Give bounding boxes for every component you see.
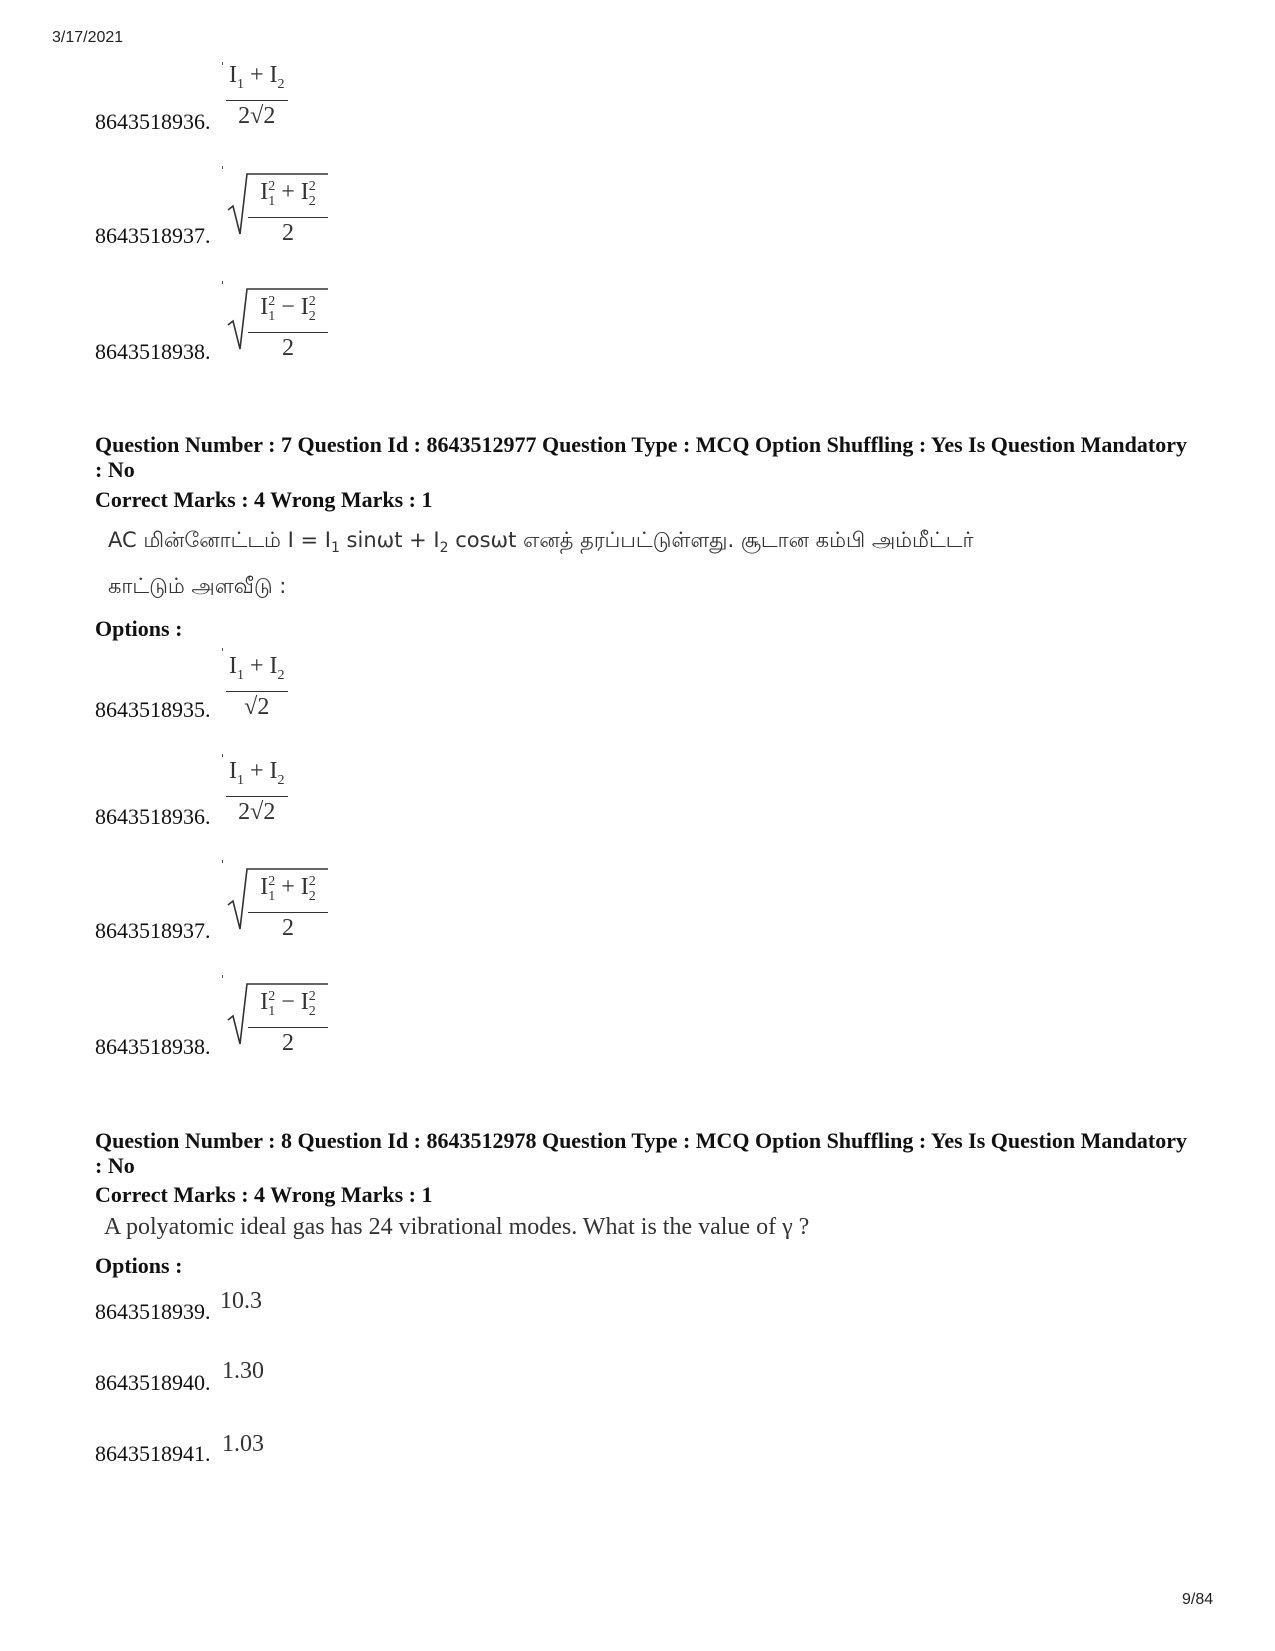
option-value: 1.30: [222, 1358, 264, 1384]
formula-mark: [222, 166, 223, 169]
question-text-line2: காட்டும் அளவீடு :: [108, 574, 287, 598]
option-id: 8643518935.: [95, 697, 211, 722]
formula-mark: [222, 975, 223, 978]
question-text: A polyatomic ideal gas has 24 vibrational modes. What is the value of γ ?: [104, 1214, 810, 1240]
formula-mark: [222, 754, 223, 757]
formula-sum-over-root2: $\frac{I_1 + I_2}{√2}$: [226, 651, 288, 722]
option-id: 8643518936.: [95, 109, 211, 134]
page-number: 9/84: [1182, 1591, 1214, 1608]
formula-mark: [222, 62, 223, 65]
option-value: 10.3: [220, 1288, 262, 1314]
marks-line: Correct Marks : 4 Wrong Marks : 1: [95, 1182, 433, 1207]
option-id: 8643518941.: [95, 1441, 211, 1466]
option-id: 8643518938.: [95, 339, 211, 364]
formula-mark: [222, 281, 223, 284]
options-label: Options :: [95, 1253, 183, 1278]
options-label: Options :: [95, 616, 183, 641]
formula-sum-over-2root2: $\frac{I_1 + I_2}{2√2}$: [226, 756, 288, 827]
formula-mark: [222, 860, 223, 863]
print-date: 3/17/2021: [52, 29, 124, 46]
option-id: 8643518940.: [95, 1370, 211, 1395]
option-value: 1.03: [222, 1431, 264, 1457]
formula-sum-over-2root2: $\frac{I_1 + I_2}{2√2}$: [226, 60, 288, 131]
question-text-line1: AC மின்னோட்டம் $I = I_1$ $\sin\omega t + I_2$ cosωt எனத் தரப்பட்டுள்ளது. சூடான கம்பி அம்மீட்டர்: [108, 528, 974, 557]
option-id: 8643518936.: [95, 804, 211, 829]
question-header: Question Number : 7 Question Id : 8643512977 Question Type : MCQ Option Shuffling : Yes Is Question Mandatory : No: [95, 432, 1187, 482]
option-id: 8643518938.: [95, 1034, 211, 1059]
marks-line: Correct Marks : 4 Wrong Marks : 1: [95, 487, 433, 512]
option-id: 8643518937.: [95, 223, 211, 248]
formula-mark: [222, 648, 223, 651]
option-id: 8643518937.: [95, 918, 211, 943]
option-id: 8643518939.: [95, 1299, 211, 1324]
question-header: Question Number : 8 Question Id : 8643512978 Question Type : MCQ Option Shuffling : Yes Is Question Mandatory : No: [95, 1128, 1187, 1178]
